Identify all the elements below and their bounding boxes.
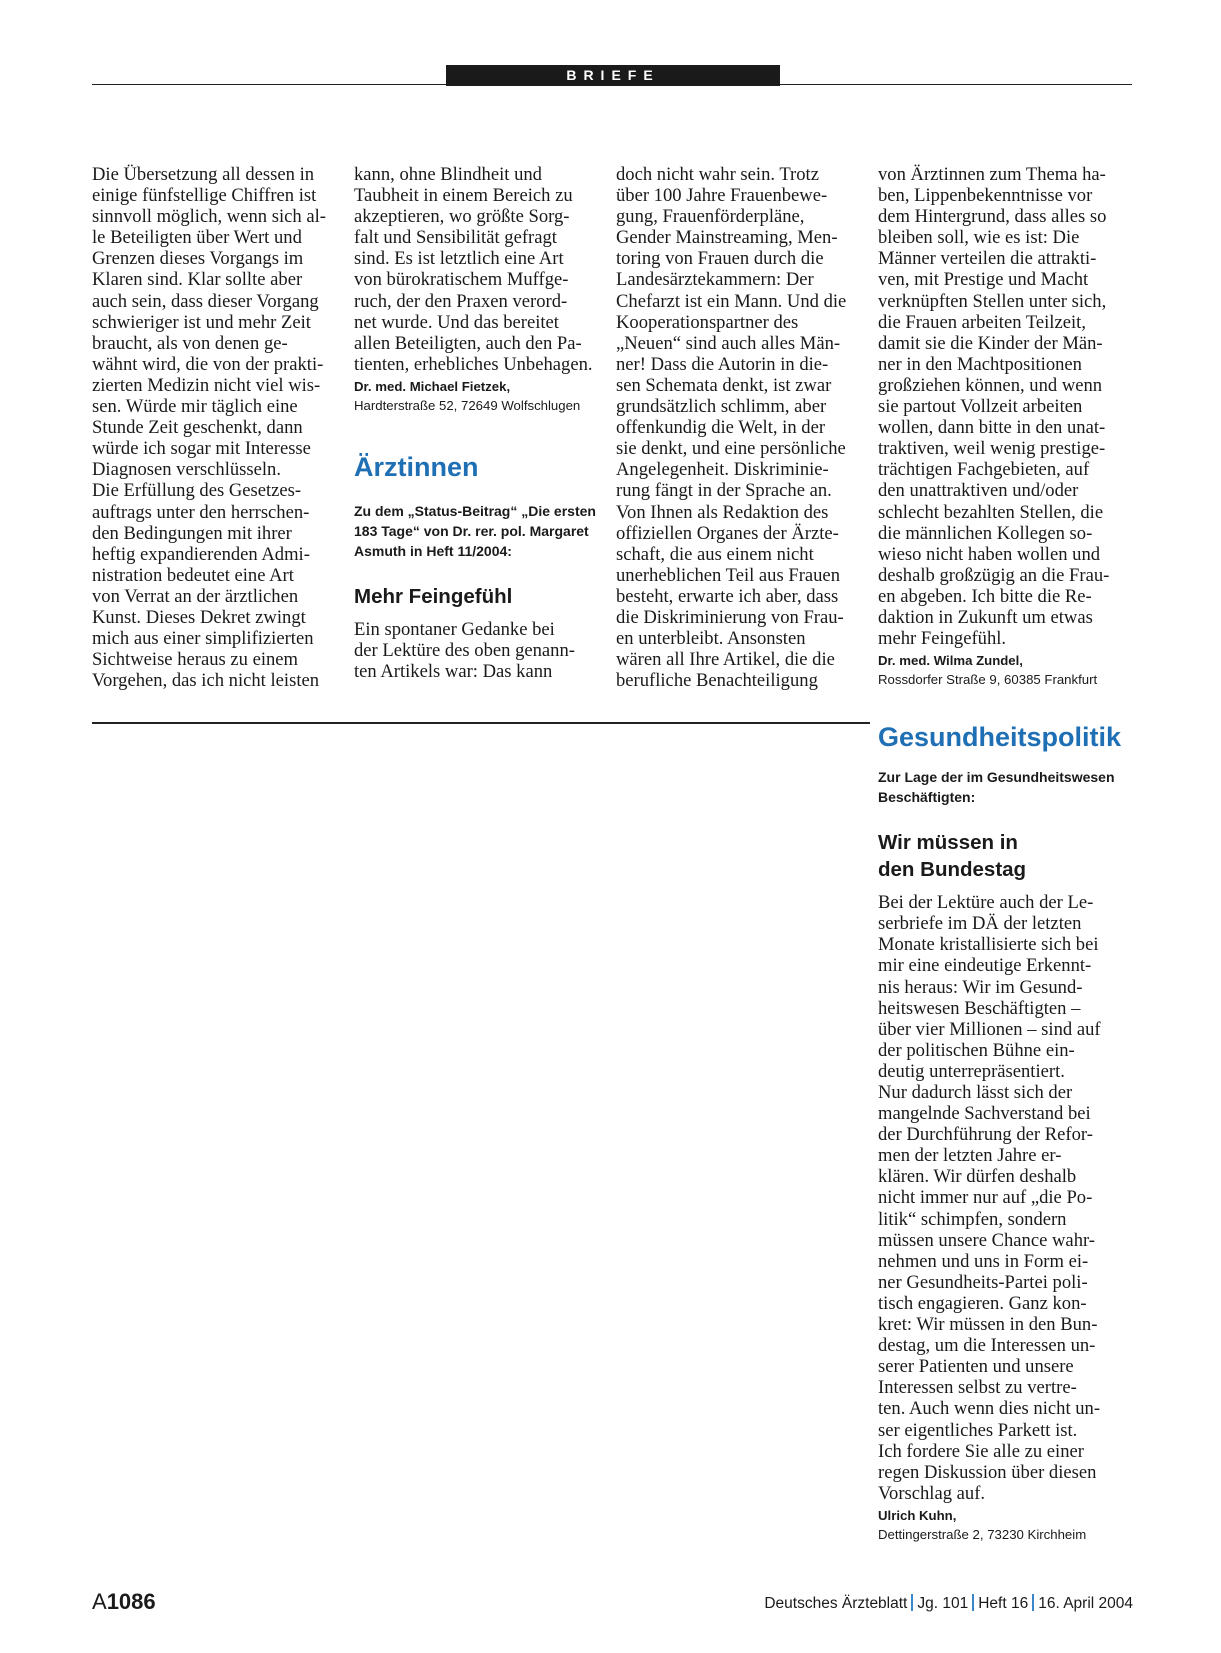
signature-name: Ulrich Kuhn, xyxy=(878,1507,957,1523)
separator xyxy=(911,1594,913,1611)
letter-body: Bei der Lektüre auch der Le- serbriefe im DÄ der letzten Monate kristallisierte sich bei mir eine eindeutige Erkennt- nis heraus: Wir im Gesund- heitswesen Beschäftigten – über vier Millionen – sind auf der politischen Bühne ein- deutig unterrepräsentiert. Nur dadurch lässt sich der mangelnde Sachverstand bei der Durchführung der Refor- men der letzten Jahre er- klären. Wir dürfen deshalb nicht immer nur auf „die Po- litik“ schimpfen, sondern müssen unsere Chance wahr- nehmen und uns in Form ei- ner Gesundheits-Partei poli- tisch engagieren. Ganz kon- kret: Wir müssen in den Bun- destag, um die Interessen un- serer Patienten und unsere Interessen selbst zu vertre- ten. Auch wenn dies nicht un- ser eigentliches Parkett ist. Ich fordere Sie alle zu einer regen Diskussion über diesen Vorschlag auf. xyxy=(878,892,1101,1504)
page-prefix: A xyxy=(92,1589,107,1614)
page-number-value: 1086 xyxy=(106,1589,156,1614)
column-2 xyxy=(354,164,616,682)
signature xyxy=(878,651,1140,689)
letter-body: von Ärztinnen zum Thema ha- ben, Lippenbekenntnisse vor dem Hintergrund, dass alles so bleiben soll, wie es ist: Die Männer verteilen die attrakti- ven, mit Prestige und Macht verknüpften Stellen unter sich, die Frauen arbeiten Teilzeit, damit sie die Kinder der Män- ner in den Machtpositionen großziehen können, und wenn sie partout Vollzeit arbeiten wollen, dann bitte in den unat- traktiven, weil wenig prestige- trächtigen Fachgebieten, auf den unattraktiven und/oder schlecht bezahlten Stellen, die die männlichen Kollegen so- wieso nicht haben wollen und deshalb großzügig an die Frau- en abgeben. Ich bitte die Re- daktion in Zukunft um etwas mehr Feingefühl. xyxy=(878,164,1110,650)
letter-intro: Zu dem „Status-Beitrag“ „Die ersten 183 Tage“ von Dr. rer. pol. Margaret Asmuth in Heft 11/2004: xyxy=(354,502,596,559)
signature xyxy=(878,1506,1140,1544)
journal-name: Deutsches Ärzteblatt xyxy=(764,1595,908,1612)
journal-volume: Jg. 101 xyxy=(917,1595,969,1612)
journal-info xyxy=(764,1594,1133,1614)
section-title: Gesundheitspolitik xyxy=(878,722,1122,753)
letter-body: Die Übersetzung all dessen in einige fünfstellige Chiffren ist sinnvoll möglich, wenn sich al- le Beteiligten über Wert und Grenzen dieses Vorgangs im Klaren sind. Klar sollte aber auch sein, dass dieser Vorgang schwieriger ist und mehr Zeit braucht, als von denen ge- wähnt wird, die von der prakti- zierten Medizin nicht viel wis- sen. Würde mir täglich eine Stunde Zeit geschenkt, dann würde ich sogar mit Interesse Diagnosen verschlüsseln. Die Erfüllung des Gesetzes- auftrags unter den herrschen- den Bedingungen mit ihrer heftig expandierenden Admi- nistration bedeutet eine Art von Verrat an der ärztlichen Kunst. Dieses Dekret zwingt mich aus einer simplifizierten Sichtweise heraus zu einem Vorgehen, das ich nicht leisten xyxy=(92,164,326,692)
section-divider xyxy=(92,722,870,724)
signature-address: Dettingerstraße 2, 73230 Kirchheim xyxy=(878,1526,1087,1542)
journal-date: 16. April 2004 xyxy=(1038,1595,1133,1612)
column-3 xyxy=(616,164,878,691)
letter-body: doch nicht wahr sein. Trotz über 100 Jahre Frauenbewe- gung, Frauenförderpläne, Gender Mainstreaming, Men- toring von Frauen durch die Landesärztekammern: Der Chefarzt ist ein Mann. Und die Kooperationspartner des „Neuen“ sind auch alles Män- ner! Dass die Autorin in die- sen Schemata denkt, ist zwar grundsätzlich schlimm, aber offenkundig die Welt, in der sie denkt, und eine persönliche Angelegenheit. Diskriminie- rung fängt in der Sprache an. Von Ihnen als Redaktion des offiziellen Organes der Ärzte- schaft, die aus einem nicht unerheblichen Teil aus Frauen besteht, erwarte ich aber, dass die Diskriminierung von Frau- en unterbleibt. Ansonsten wären all Ihre Artikel, die die berufliche Benachteiligung xyxy=(616,164,847,692)
signature-address: Hardterstraße 52, 72649 Wolfschlugen xyxy=(354,397,581,413)
letter-body: Ein spontaner Gedanke bei der Lektüre des oben genann- ten Artikels war: Das kann xyxy=(354,618,575,683)
letter-intro: Zur Lage der im Gesundheitswesen Beschäftigten: xyxy=(878,769,1115,806)
column-1 xyxy=(92,164,354,691)
signature-name: Dr. med. Wilma Zundel, xyxy=(878,653,1023,669)
letter-title: Wir müssen in den Bundestag xyxy=(878,831,1027,882)
separator xyxy=(972,1594,974,1611)
journal-issue: Heft 16 xyxy=(978,1595,1029,1612)
letter-body: kann, ohne Blindheit und Taubheit in einem Bereich zu akzeptieren, wo größte Sorg- falt und Sensibilität gefragt sind. Es ist letztlich eine Art von bürokratischem Muffge- ruch, der den Praxen verord- net wurde. Und das bereitet allen Beteiligten, auch den Pa- tienten, erhebliches Unbehagen. xyxy=(354,164,593,375)
signature-name: Dr. med. Michael Fietzek, xyxy=(354,378,511,394)
page-number xyxy=(92,1589,156,1615)
signature xyxy=(354,377,616,415)
section-label: BRIEFE xyxy=(446,65,780,86)
section-title: Ärztinnen xyxy=(354,451,479,482)
column-4 xyxy=(878,164,1140,1544)
separator xyxy=(1032,1594,1034,1611)
letter-title: Mehr Feingefühl xyxy=(354,584,513,608)
signature-address: Rossdorfer Straße 9, 60385 Frankfurt xyxy=(878,672,1098,688)
